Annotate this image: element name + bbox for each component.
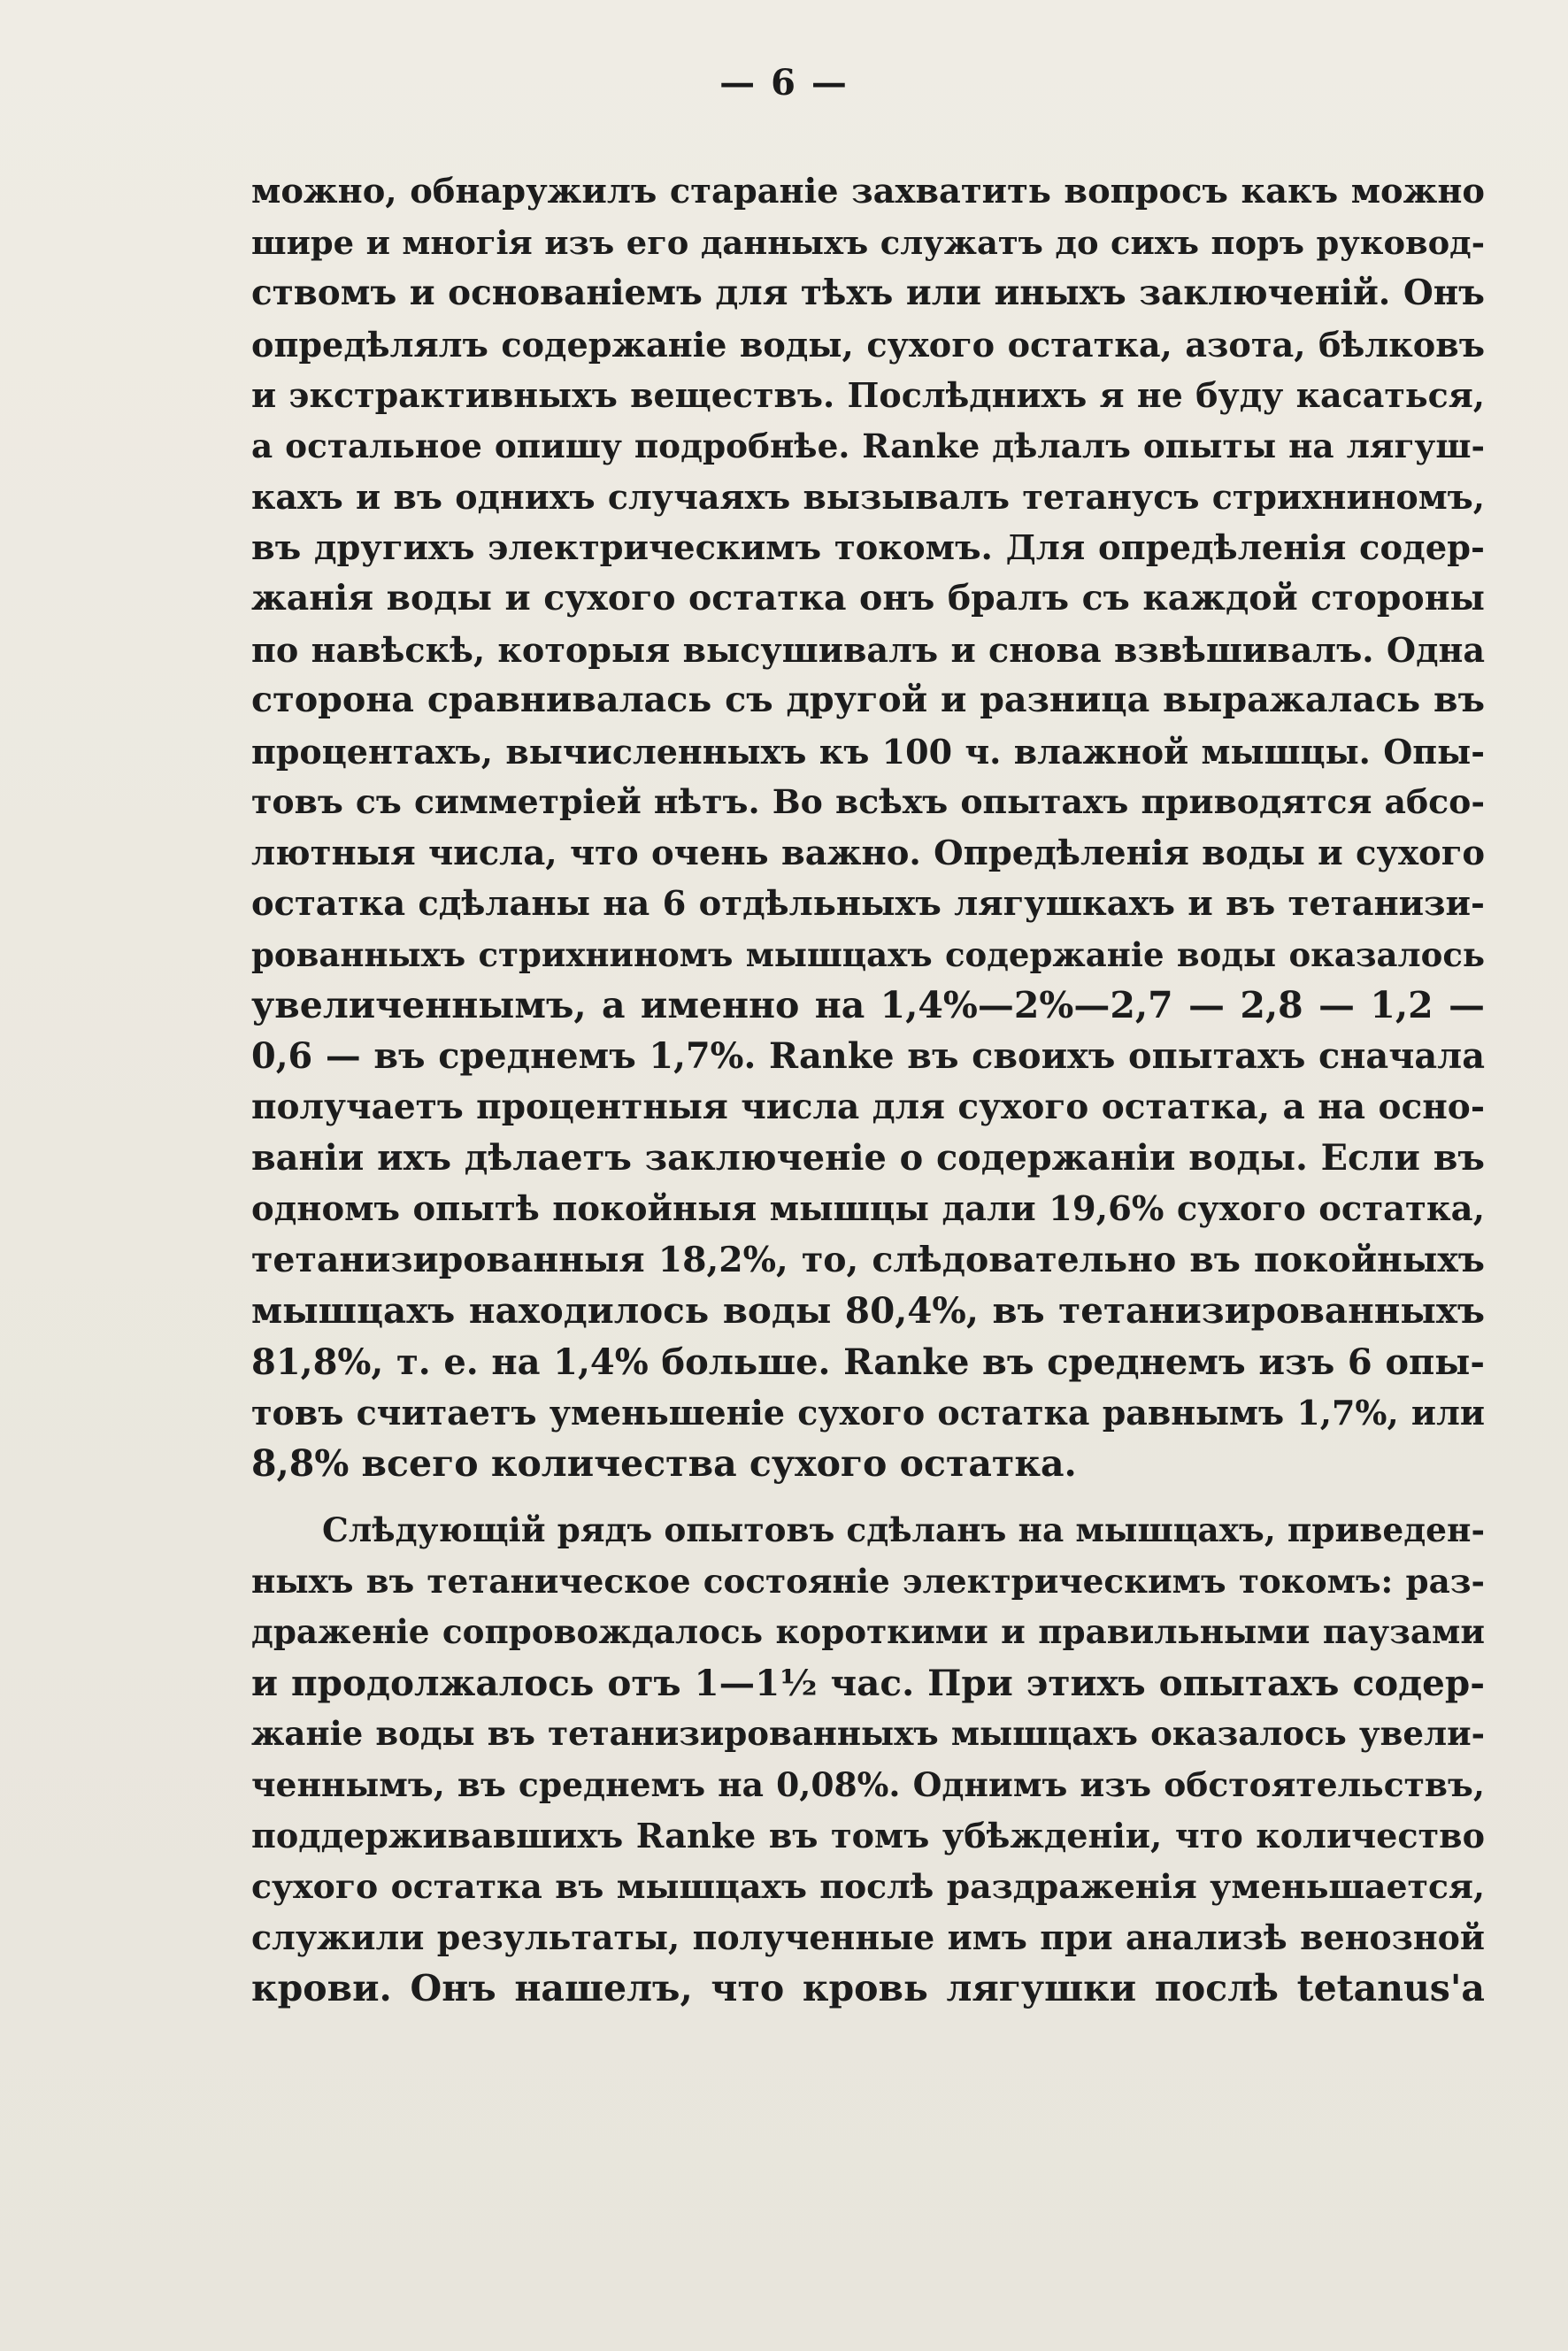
text-line: рованныхъ стрихниномъ мышцахъ содержаніе воды оказалось [251, 934, 1485, 974]
text-line: шире и многія изъ его данныхъ служатъ до сихъ поръ руковод- [251, 222, 1485, 262]
text-line: и продолжалось отъ 1—1½ час. При этихъ опытахъ содер- [251, 1661, 1485, 1704]
paragraph-2 [251, 1505, 1485, 2014]
text-line: служили результаты, полученные имъ при анализѣ венозной [251, 1917, 1485, 1957]
text-line: увеличеннымъ, а именно на 1,4%—2%—2,7 — 2,8 — 1,2 — [251, 984, 1485, 1026]
text-line: товъ считаетъ уменьшеніе сухого остатка равнымъ 1,7%, или [251, 1393, 1485, 1433]
text-line: можно, обнаружилъ стараніе захватить вопросъ какъ можно [251, 172, 1485, 211]
text-line: процентахъ, вычисленныхъ къ 100 ч. влажной мышцы. Опы- [251, 731, 1485, 772]
text-line: тетанизированныя 18,2%, то, слѣдовательно въ покойныхъ [251, 1239, 1485, 1280]
text-line: опредѣлялъ содержаніе воды, сухого остатка, азота, бѣлковъ [251, 324, 1485, 365]
text-line: одномъ опытѣ покойныя мышцы дали 19,6% сухого остатка, [251, 1189, 1485, 1229]
text-line: 8,8% всего количества сухого остатка. [251, 1441, 1077, 1485]
text-line: мышцахъ находилось воды 80,4%, въ тетанизированныхъ [251, 1289, 1485, 1332]
text-line: товъ съ симметріей нѣтъ. Во всѣхъ опытахъ приводятся абсо- [251, 782, 1485, 821]
text-line: ныхъ въ тетаническое состояніе электрическимъ токомъ: раз- [251, 1561, 1485, 1601]
text-line: жаніе воды въ тетанизированныхъ мышцахъ оказалось увели- [251, 1714, 1485, 1753]
text-line: жанія воды и сухого остатка онъ бралъ съ каждой стороны [251, 578, 1485, 618]
text-line: сухого остатка въ мышцахъ послѣ раздраженія уменьшается, [251, 1866, 1485, 1906]
body-text [251, 166, 1485, 2014]
text-line: ченнымъ, въ среднемъ на 0,08%. Однимъ изъ обстоятельствъ, [251, 1764, 1485, 1804]
text-line: а остальное опишу подробнѣе. Ranke дѣлалъ опыты на лягуш- [251, 426, 1485, 465]
page-number: — 6 — [719, 62, 849, 104]
paragraph-gap [251, 1489, 1485, 1505]
text-line: ваніи ихъ дѣлаетъ заключеніе о содержаніи воды. Если въ [251, 1137, 1485, 1179]
text-line: 0,6 — въ среднемъ 1,7%. Ranke въ своихъ опытахъ сначала [251, 1035, 1485, 1077]
text-line: сторона сравнивалась съ другой и разница выражалась въ [251, 680, 1485, 720]
text-line: получаетъ процентныя числа для сухого остатка, а на осно- [251, 1087, 1485, 1127]
text-line: по навѣскѣ, которыя высушивалъ и снова взвѣшивалъ. Одна [251, 629, 1485, 670]
text-line: драженіе сопровождалось короткими и правильными паузами [251, 1612, 1485, 1651]
text-line: кахъ и въ однихъ случаяхъ вызывалъ тетанусъ стрихниномъ, [251, 477, 1485, 517]
text-line: крови. Онъ нашелъ, что кровь лягушки послѣ tetanus'а [251, 1966, 1485, 2009]
text-line: Слѣдующій рядъ опытовъ сдѣланъ на мышцахъ, приведен- [322, 1510, 1485, 1549]
text-line: поддерживавшихъ Ranke въ томъ убѣжденіи, что количество [251, 1816, 1485, 1855]
text-line: и экстрактивныхъ веществъ. Послѣднихъ я не буду касаться, [251, 375, 1485, 415]
text-line: остатка сдѣланы на 6 отдѣльныхъ лягушкахъ и въ тетанизи- [251, 884, 1485, 924]
text-line: 81,8%, т. е. на 1,4% больше. Ranke въ среднемъ изъ 6 опы- [251, 1341, 1485, 1383]
text-line: въ другихъ электрическимъ токомъ. Для опредѣленія содер- [251, 527, 1485, 568]
text-line: лютныя числа, что очень важно. Опредѣленія воды и сухого [251, 833, 1485, 873]
text-line: ствомъ и основаніемъ для тѣхъ или иныхъ заключеній. Онъ [251, 273, 1485, 313]
paragraph-1 [251, 166, 1485, 1489]
